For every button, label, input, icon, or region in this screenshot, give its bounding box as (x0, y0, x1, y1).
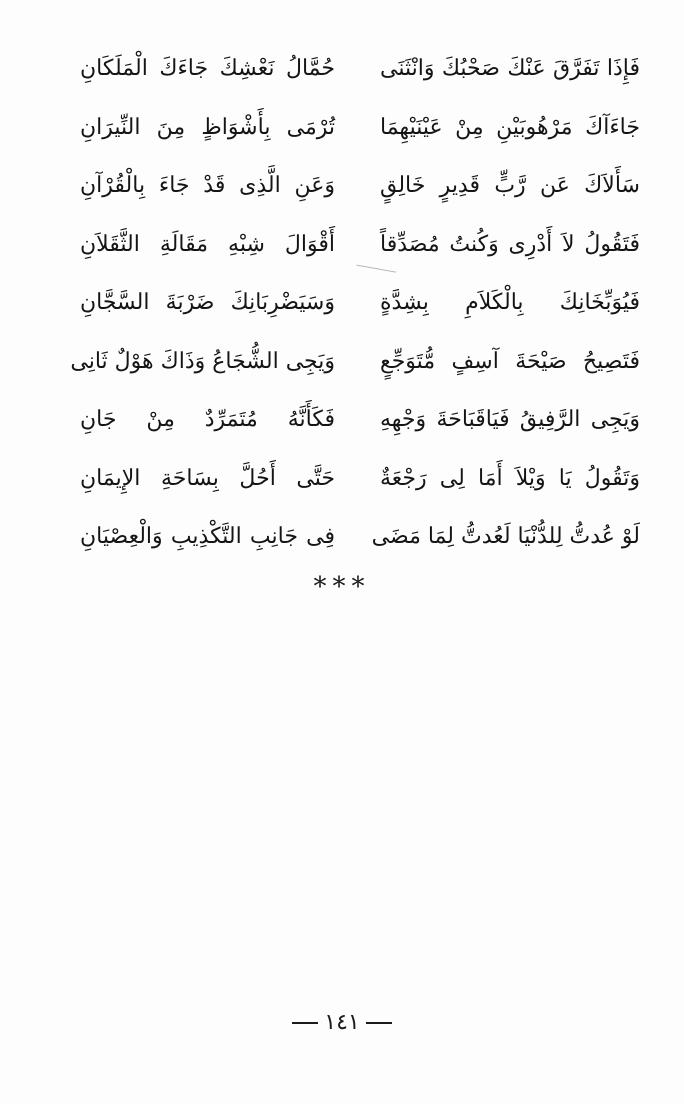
page-number-dash-left (292, 1022, 318, 1024)
page-number-dash-right (366, 1022, 392, 1024)
verse-1-second-hemistich: حُمَّالُ نَعْشِكَ جَاءَكَ الْمَلَكَانِ (80, 56, 335, 81)
verse-2 (70, 99, 650, 158)
verse-2-first-hemistich: جَاءَآكَ مَرْهُوبَيْنِ مِنْ عَيْنَيْهِمَا (380, 114, 640, 140)
section-ornament: *** (313, 572, 371, 602)
verse-8-first-hemistich: وَتَقُولُ يَا وَيْلاَ أَمَا لِى رَجْعَةٌ (380, 465, 640, 491)
verse-5-second-hemistich: وَسَيَضْرِبَانِكَ ضَرْبَةَ السَّجَّانِ (80, 290, 335, 315)
verse-3-first-hemistich: سَأَلاَكَ عَن رَّبٍّ قَدِيرٍ خَالِقٍ (380, 173, 640, 198)
verse-8-second-hemistich: حَتَّى أَحُلَّ بِسَاحَةِ الإِيمَانِ (80, 465, 335, 491)
verse-6-second-hemistich: وَيَجِى الشُّجَاعُ وَذَاكَ هَوْلٌ ثَانِى (70, 348, 335, 374)
verse-9-second-hemistich: فِى جَانِبِ التَّكْذِيبِ وَالْعِصْيَانِ (80, 524, 335, 549)
verse-7 (70, 391, 650, 450)
verse-5-first-hemistich: فَيُوَبِّخَانِكَ بِالْكَلاَمِ بِشِدَّةٍ (380, 290, 640, 315)
verse-6 (70, 333, 650, 392)
verse-3-second-hemistich: وَعَنِ الَّذِى قَدْ جَاءَ بِالْقُرْآنِ (80, 173, 335, 198)
verse-2-second-hemistich: تُرْمَى بِأَشْوَاظٍ مِنَ النِّيرَانِ (80, 114, 335, 140)
verse-9 (70, 508, 650, 567)
verse-3 (70, 157, 650, 216)
verse-4-first-hemistich: فَتَقُولُ لاَ أَدْرِى وَكُنتُ مُصَدِّقاً (380, 231, 640, 257)
poem (70, 40, 650, 567)
verse-8 (70, 450, 650, 509)
verse-6-first-hemistich: فَتَصِيحُ صَيْحَةَ آسِفٍ مُّتَوَجِّعٍ (380, 348, 640, 374)
verse-1-first-hemistich: فَإِذَا تَفَرَّقَ عَنْكَ صَحْبُكَ وَانْثَنَى (380, 56, 640, 81)
verse-5 (70, 274, 650, 333)
verse-7-second-hemistich: فَكَأَنَّهُ مُتَمَرِّدٌ مِنْ جَانِ (80, 407, 335, 432)
verse-4-second-hemistich: أَقْوَالَ شِبْهِ مَقَالَةِ الثَّقَلاَنِ (80, 231, 335, 257)
verse-7-first-hemistich: وَيَجِى الرَّفِيقُ فَيَاقَبَاحَةَ وَجْهِهِ (380, 407, 640, 432)
verse-9-first-hemistich: لَوْ عُدتُّ لِلدُّنْيَا لَعُدتُّ لِمَا مَضَى (371, 524, 640, 549)
page-number-footer (0, 1010, 684, 1035)
page-number: ١٤١ (324, 1010, 360, 1035)
verse-1 (70, 40, 650, 99)
